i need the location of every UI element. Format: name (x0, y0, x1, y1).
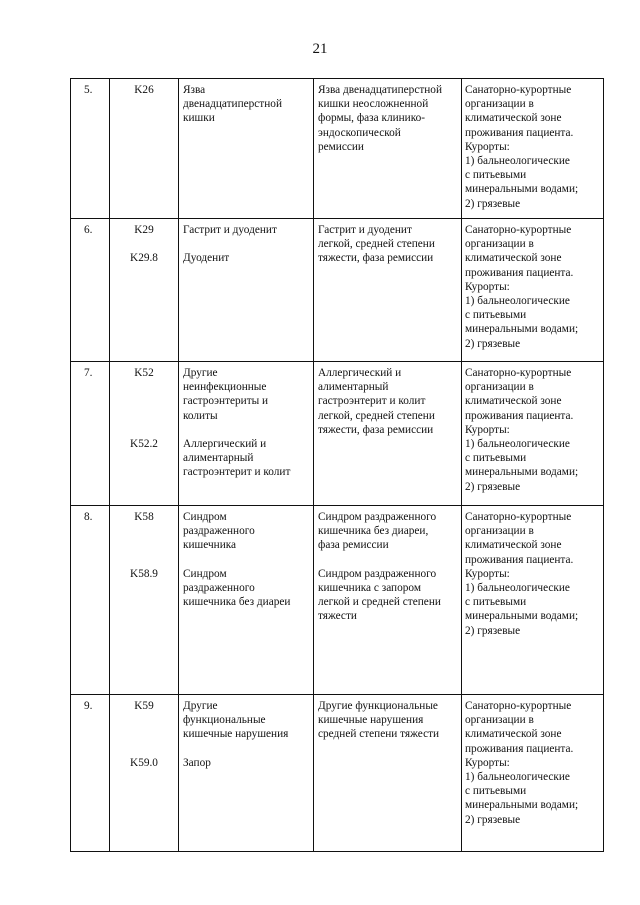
table-row (71, 506, 604, 695)
disease-name-cell (179, 506, 314, 695)
disease-name: Синдром раздраженного кишечника без диареи (183, 567, 291, 609)
disease-name-cell (179, 79, 314, 219)
icd-code: K29.8 (130, 252, 158, 265)
resort-organization-cell (462, 219, 604, 362)
resort-organization-cell (462, 79, 604, 219)
resort-organization-text: Санаторно-курортные организации в климатической зоне проживания пациента. Курорты: 1) бальнеологические с питьевыми минеральными водами; 2) грязевые (465, 84, 579, 210)
disease-name: Гастрит и дуоденит (183, 224, 277, 236)
condition-text: Язва двенадцатиперстной кишки неосложненной формы, фаза клинико- эндоскопической ремиссии (318, 84, 443, 153)
condition-text: Аллергический и алиментарный гастроэнтерит и колит легкой, средней степени тяжести, фаза ремиссии (318, 367, 435, 436)
resort-organization-cell (462, 506, 604, 695)
row-number: 6. (84, 224, 93, 236)
row-number: 5. (84, 84, 93, 96)
disease-name-cell (179, 695, 314, 852)
row-number-cell (71, 506, 110, 695)
icd-code: K29 (134, 224, 154, 236)
icd-code-cell (110, 362, 179, 506)
disease-name: Другие функциональные кишечные нарушения (183, 700, 289, 741)
icd-code: K59.0 (130, 757, 158, 770)
resort-indications-table (70, 78, 604, 852)
icd-code-cell (110, 695, 179, 852)
row-number: 9. (84, 700, 93, 712)
disease-name: Запор (183, 756, 211, 769)
row-number: 8. (84, 511, 93, 523)
resort-organization-cell (462, 362, 604, 506)
disease-name: Аллергический и алиментарный гастроэнтерит и колит (183, 437, 291, 479)
icd-code: K58 (134, 511, 154, 523)
table-body (71, 79, 604, 852)
icd-code: K52 (134, 367, 154, 379)
table-row (71, 362, 604, 506)
condition-text: Другие функциональные кишечные нарушения средней степени тяжести (318, 700, 440, 741)
resort-organization-text: Санаторно-курортные организации в климатической зоне проживания пациента. Курорты: 1) бальнеологические с питьевыми минеральными водами; 2) грязевые (465, 224, 579, 350)
resort-organization-text: Санаторно-курортные организации в климатической зоне проживания пациента. Курорты: 1) бальнеологические с питьевыми минеральными водами; 2) грязевые (465, 367, 579, 493)
table-row (71, 219, 604, 362)
disease-name: Дуоденит (183, 252, 230, 265)
resort-organization-cell (462, 695, 604, 852)
condition-text: Гастрит и дуоденит легкой, средней степени тяжести, фаза ремиссии (318, 224, 435, 265)
condition-text: Синдром раздраженного кишечника с запором легкой и средней степени тяжести (318, 567, 441, 623)
icd-code-cell (110, 506, 179, 695)
icd-code: K52.2 (130, 438, 158, 451)
row-number: 7. (84, 367, 93, 379)
disease-name-cell (179, 219, 314, 362)
row-number-cell (71, 79, 110, 219)
condition-cell (314, 79, 462, 219)
condition-cell (314, 219, 462, 362)
icd-code-cell (110, 219, 179, 362)
icd-code-cell (110, 79, 179, 219)
condition-cell (314, 695, 462, 852)
resort-organization-text: Санаторно-курортные организации в климатической зоне проживания пациента. Курорты: 1) бальнеологические с питьевыми минеральными водами; 2) грязевые (465, 700, 579, 826)
icd-code: K59 (134, 700, 154, 712)
icd-code: K58.9 (130, 568, 158, 581)
table-row (71, 79, 604, 219)
condition-text: Синдром раздраженного кишечника без диареи, фаза ремиссии (318, 511, 437, 552)
resort-organization-text: Санаторно-курортные организации в климатической зоне проживания пациента. Курорты: 1) бальнеологические с питьевыми минеральными водами; 2) грязевые (465, 511, 579, 637)
row-number-cell (71, 362, 110, 506)
disease-name: Синдром раздраженного кишечника (183, 511, 255, 552)
row-number-cell (71, 219, 110, 362)
disease-name: Язва двенадцатиперстной кишки (183, 84, 282, 125)
condition-cell (314, 362, 462, 506)
condition-cell (314, 506, 462, 695)
icd-code: K26 (134, 84, 154, 96)
page-number: 21 (312, 41, 328, 57)
disease-name: Другие неинфекционные гастроэнтериты и колиты (183, 367, 269, 422)
disease-name-cell (179, 362, 314, 506)
row-number-cell (71, 695, 110, 852)
table-row (71, 695, 604, 852)
